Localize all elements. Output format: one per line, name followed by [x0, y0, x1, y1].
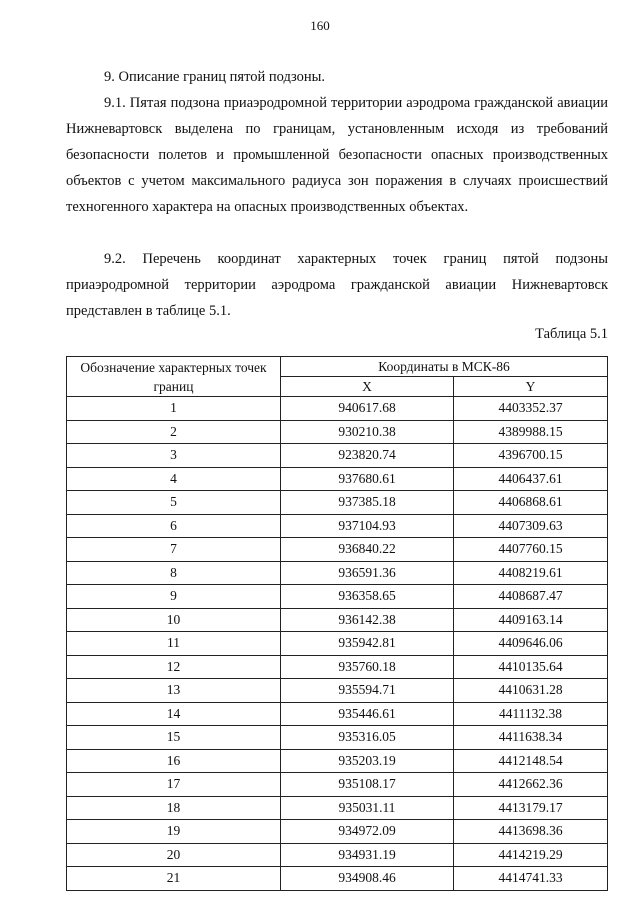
point-number-cell: 21	[67, 867, 281, 891]
point-number-cell: 1	[67, 397, 281, 421]
table-row	[67, 773, 608, 797]
table-row	[67, 749, 608, 773]
y-coordinate-cell: 4409163.14	[454, 608, 608, 632]
point-number-cell: 11	[67, 632, 281, 656]
point-number-cell: 4	[67, 467, 281, 491]
paragraph-9-1: 9.1. Пятая подзона приаэродромной территории аэродрома гражданской авиации Нижневартовск выделена по границам, установленным исходя из требований безопасности полетов и промышленной безопасности опасных производственных объектов с учетом максимального радиуса зон поражения в случаях происшествий техногенного характера на опасных производственных объектах.	[66, 95, 608, 215]
y-coordinate-cell: 4389988.15	[454, 420, 608, 444]
header-x: X	[281, 377, 454, 397]
y-coordinate-cell: 4410135.64	[454, 655, 608, 679]
x-coordinate-cell: 937104.93	[281, 514, 454, 538]
x-coordinate-cell: 935108.17	[281, 773, 454, 797]
x-coordinate-cell: 936142.38	[281, 608, 454, 632]
point-number-cell: 9	[67, 585, 281, 609]
x-coordinate-cell: 936358.65	[281, 585, 454, 609]
table-body	[67, 397, 608, 891]
point-number-cell: 19	[67, 820, 281, 844]
point-number-cell: 15	[67, 726, 281, 750]
x-coordinate-cell: 937680.61	[281, 467, 454, 491]
y-coordinate-cell: 4396700.15	[454, 444, 608, 468]
y-coordinate-cell: 4407760.15	[454, 538, 608, 562]
page-number: 160	[310, 18, 330, 33]
table-caption: Таблица 5.1	[535, 326, 608, 342]
x-coordinate-cell: 936591.36	[281, 561, 454, 585]
y-coordinate-cell: 4410631.28	[454, 679, 608, 703]
table-row	[67, 444, 608, 468]
table-row	[67, 726, 608, 750]
point-number-cell: 5	[67, 491, 281, 515]
x-coordinate-cell: 940617.68	[281, 397, 454, 421]
x-coordinate-cell: 935316.05	[281, 726, 454, 750]
table-row	[67, 420, 608, 444]
x-coordinate-cell: 935446.61	[281, 702, 454, 726]
x-coordinate-cell: 935760.18	[281, 655, 454, 679]
table-row	[67, 702, 608, 726]
y-coordinate-cell: 4409646.06	[454, 632, 608, 656]
point-number-cell: 10	[67, 608, 281, 632]
x-coordinate-cell: 936840.22	[281, 538, 454, 562]
y-coordinate-cell: 4412148.54	[454, 749, 608, 773]
table-row	[67, 538, 608, 562]
coordinates-table	[66, 356, 608, 891]
y-coordinate-cell: 4406868.61	[454, 491, 608, 515]
table-row	[67, 467, 608, 491]
y-coordinate-cell: 4413179.17	[454, 796, 608, 820]
table-row	[67, 397, 608, 421]
y-coordinate-cell: 4413698.36	[454, 820, 608, 844]
table-row	[67, 632, 608, 656]
header-y: Y	[454, 377, 608, 397]
y-coordinate-cell: 4414219.29	[454, 843, 608, 867]
point-number-cell: 7	[67, 538, 281, 562]
y-coordinate-cell: 4403352.37	[454, 397, 608, 421]
table-row	[67, 796, 608, 820]
y-coordinate-cell: 4408219.61	[454, 561, 608, 585]
point-number-cell: 16	[67, 749, 281, 773]
x-coordinate-cell: 935203.19	[281, 749, 454, 773]
header-point: Обозначение характерных точек границ	[67, 357, 281, 397]
table-row	[67, 843, 608, 867]
x-coordinate-cell: 934972.09	[281, 820, 454, 844]
x-coordinate-cell: 935031.11	[281, 796, 454, 820]
y-coordinate-cell: 4406437.61	[454, 467, 608, 491]
x-coordinate-cell: 935942.81	[281, 632, 454, 656]
table-row	[67, 679, 608, 703]
table-row	[67, 655, 608, 679]
point-number-cell: 18	[67, 796, 281, 820]
table-row	[67, 585, 608, 609]
x-coordinate-cell: 937385.18	[281, 491, 454, 515]
point-number-cell: 14	[67, 702, 281, 726]
y-coordinate-cell: 4411638.34	[454, 726, 608, 750]
point-number-cell: 13	[67, 679, 281, 703]
x-coordinate-cell: 923820.74	[281, 444, 454, 468]
table-row	[67, 608, 608, 632]
y-coordinate-cell: 4408687.47	[454, 585, 608, 609]
point-number-cell: 8	[67, 561, 281, 585]
point-number-cell: 3	[67, 444, 281, 468]
point-number-cell: 17	[67, 773, 281, 797]
table-row	[67, 514, 608, 538]
table-row	[67, 491, 608, 515]
header-coordinates: Координаты в МСК-86	[281, 357, 608, 377]
y-coordinate-cell: 4407309.63	[454, 514, 608, 538]
point-number-cell: 6	[67, 514, 281, 538]
point-number-cell: 20	[67, 843, 281, 867]
point-number-cell: 2	[67, 420, 281, 444]
table-row	[67, 561, 608, 585]
y-coordinate-cell: 4414741.33	[454, 867, 608, 891]
x-coordinate-cell: 934908.46	[281, 867, 454, 891]
x-coordinate-cell: 935594.71	[281, 679, 454, 703]
y-coordinate-cell: 4411132.38	[454, 702, 608, 726]
x-coordinate-cell: 930210.38	[281, 420, 454, 444]
x-coordinate-cell: 934931.19	[281, 843, 454, 867]
paragraph-9-2: 9.2. Перечень координат характерных точек границ пятой подзоны приаэродромной территории аэродрома гражданской авиации Нижневартовск представлен в таблице 5.1.	[66, 251, 608, 319]
section-heading: 9. Описание границ пятой подзоны.	[104, 69, 326, 85]
y-coordinate-cell: 4412662.36	[454, 773, 608, 797]
table-row	[67, 820, 608, 844]
point-number-cell: 12	[67, 655, 281, 679]
table-row	[67, 867, 608, 891]
